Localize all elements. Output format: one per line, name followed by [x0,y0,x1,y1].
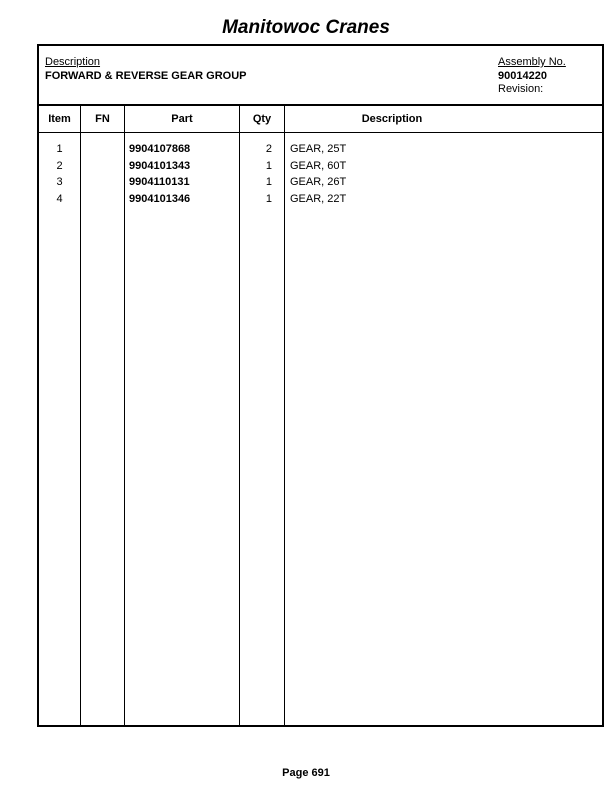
revision-label: Revision: [498,83,544,95]
part-description: GEAR, 26T [290,176,347,188]
table-row [39,191,602,208]
page-number: Page 691 [282,767,330,779]
description-label: Description [45,56,101,68]
part-number: 9904107868 [129,143,191,155]
column-header-qty: Qty [252,113,272,125]
parts-table-body [39,141,602,207]
part-number: 9904101346 [129,192,191,205]
parts-list-frame [37,44,604,727]
part-description: GEAR, 60T [290,159,347,172]
assembly-number-label: Assembly No. [498,56,566,68]
assembly-description: FORWARD & REVERSE GEAR GROUP [45,70,247,82]
assembly-header [39,46,602,106]
part-description: GEAR, 22T [290,192,347,205]
document-title: Manitowoc Cranes [222,17,390,38]
quantity: 2 [265,143,272,155]
column-header-description: Description [361,113,423,125]
quantity: 1 [265,176,272,188]
table-row [39,158,602,175]
column-header-item: Item [48,113,71,125]
column-header-fn: FN [95,113,110,125]
quantity: 1 [265,192,272,205]
table-row [39,141,602,158]
table-row [39,174,602,191]
part-number: 9904110131 [129,176,190,188]
item-number: 1 [56,143,63,155]
part-description: GEAR, 25T [290,143,347,155]
item-number: 3 [56,176,63,188]
item-number: 4 [56,192,63,205]
column-header-part: Part [171,113,193,125]
item-number: 2 [56,159,63,172]
part-number: 9904101343 [129,159,191,172]
assembly-number: 90014220 [498,70,547,82]
quantity: 1 [265,159,272,172]
